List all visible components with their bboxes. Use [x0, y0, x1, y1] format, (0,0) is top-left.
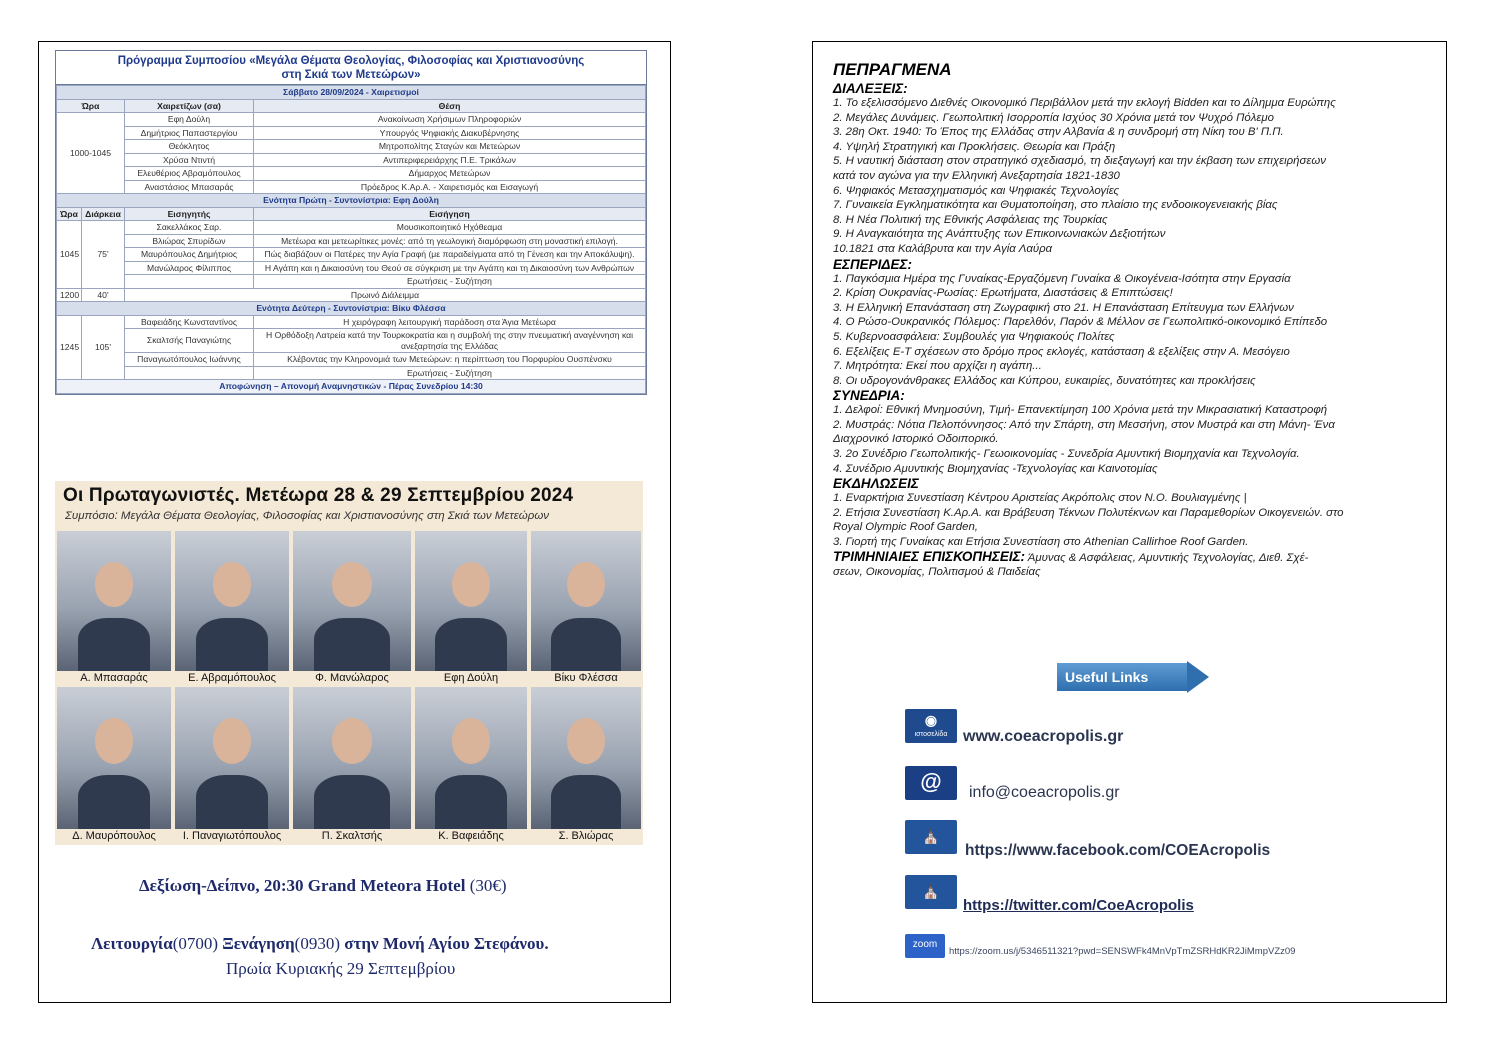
header-position: Θέση: [254, 99, 646, 113]
portrait-photo: [175, 531, 289, 671]
speaker: Μανώλαρος Φίλιππος: [125, 261, 254, 275]
portrait-caption: Δ. Μαυρόπουλος: [72, 830, 156, 842]
date-line: Σάββατο 28/09/2024 - Χαιρετισμοί: [57, 86, 646, 100]
list-item: 2. Μεγάλες Δυνάμεις. Γεωπολιτική Ισορροπία Ισχύος 30 Χρόνια μετά τον Ψυχρό Πόλεμο: [833, 111, 1274, 124]
list-item: 10.1821 στα Καλάβρυτα και την Αγία Λαύρα: [833, 242, 1053, 255]
portrait-photo: [57, 531, 171, 671]
list-item: 5. Η ναυτική διάσταση στον στρατηγικό σχεδιασμό, τη διεξαγωγή και την έκβαση των επιχειρήσεων: [833, 155, 1326, 168]
header-greeter: Χαιρετίζων (σα): [125, 99, 254, 113]
tour-time: (0930): [294, 934, 340, 953]
list-item: 6. Ψηφιακός Μετασχηματισμός και Ψηφιακές Τεχνολογίες: [833, 184, 1119, 197]
monastery-label: στην Μονή Αγίου Στεφάνου.: [344, 934, 549, 953]
twitter-icon: ⛪: [905, 875, 957, 909]
unit2-band: Ενότητα Δεύτερη - Συντονίστρια: Βίκυ Φλέσσα: [57, 302, 646, 316]
conferences-heading: ΣΥΝΕΔΡΙΑ:: [833, 388, 905, 404]
list-item: 6. Εξελίξεις Ε-Τ σχέσεων στο δρόμο προς εκλογές, κατάσταση & εξελίξεις στην Α. Μεσόγειο: [833, 345, 1290, 358]
program-title-line2: στη Σκιά των Μετεώρων»: [281, 69, 421, 81]
header-duration: Διάρκεια: [82, 207, 125, 221]
tour-label: Ξενάγηση: [222, 934, 295, 953]
list-item: 3. 2ο Συνέδριο Γεωπολιτικής- Γεωοικονομίας - Συνεδρία Αμυντική Βιομηχανία και Τεχνολογία.: [833, 448, 1300, 461]
list-item: 2. Μυστράς: Νότια Πελοπόννησος: Από την Σπάρτη, στη Μεσσήνη, στον Μυστρά και στη Μάνη- Ένα: [833, 418, 1335, 431]
unit2-duration: 105': [82, 315, 125, 380]
unit2-time: 1245: [57, 315, 82, 380]
list-item: 7. Μητρότητα: Εκεί που αρχίζει η αγάπη...: [833, 360, 1042, 373]
quarterly-line: [833, 550, 1423, 566]
speaker: Βλιώρας Σπυρίδων: [125, 234, 254, 248]
talk: Η Αγάπη και η Δικαιοσύνη του Θεού σε σύγκριση με την Αγάπη και τη Δικαιοσύνη των Ανθρώπων: [254, 261, 646, 275]
talk: Η χειρόγραφη λειτουργική παράδοση στα Άγια Μετέωρα: [254, 315, 646, 329]
list-item: 2. Κρίση Ουκρανίας-Ρωσίας: Ερωτήματα, Διαστάσεις & Επιπτώσεις!: [833, 287, 1173, 300]
facebook-url[interactable]: https://www.facebook.com/COEAcropolis: [965, 842, 1271, 859]
list-item: 2. Ετήσια Συνεστίαση Κ.Αρ.Α. και Βράβευση Τέκνων Πολυτέκνων και Παραμεθορίων Οικογενειών. στο: [833, 506, 1344, 519]
useful-links-label: Useful Links: [1057, 663, 1187, 691]
table-row: [57, 248, 646, 262]
website-icon-label: ιστοσελίδα: [914, 731, 948, 738]
table-row: [57, 353, 646, 367]
list-item: 9. Η Αναγκαιότητα της Ανάπτυξης των Επικοινωνιακών Δεξιοτήτων: [833, 228, 1166, 241]
talk: Μετέωρα και μετεωρίτικες μονές: από τη γεωλογική διαμόρφωση στη μοναστική επιλογή.: [254, 234, 646, 248]
useful-links-button[interactable]: [1057, 661, 1209, 693]
portrait-caption: Κ. Βαφειάδης: [438, 830, 504, 842]
portrait-photo: [293, 687, 411, 829]
list-item: 8. Η Νέα Πολιτική της Εθνικής Ασφάλειας της Τουρκίας: [833, 213, 1108, 226]
list-item: 8. Οι υδρογονάνθρακες Ελλάδος και Κύπρου, ευκαιρίες, δυνατότητες και προκλήσεις: [833, 374, 1256, 387]
quarterly-heading: ΤΡΙΜΗΝΙΑΙΕΣ ΕΠΙΣΚΟΠΗΣΕΙΣ:: [833, 548, 1026, 564]
list-item: 5. Κυβερνοασφάλεια: Συμβουλές για Ψηφιακούς Πολίτες: [833, 330, 1115, 343]
greeter-role: Υπουργός Ψηφιακής Διακυβέρνησης: [254, 126, 646, 140]
list-item: 1. Δελφοί: Εθνική Μνημοσύνη, Τιμή- Επανεκτίμηση 100 Χρόνια μετά την Μικρασιατική Καταστροφή: [833, 404, 1328, 417]
speaker: Σακελλάκος Σαρ.: [125, 221, 254, 235]
questions-row: Ερωτήσεις - Συζήτηση: [254, 275, 646, 289]
portrait-caption: Εφη Δούλη: [443, 672, 499, 684]
header-talk: Εισήγηση: [254, 207, 646, 221]
greeter-name: Αναστάσιος Μπασαράς: [125, 180, 254, 194]
pepragmena-title: ΠΕΠΡΑΓΜΕΝΑ: [833, 60, 952, 79]
dinner-text: Δεξίωση-Δείπνο, 20:30 Grand Meteora Hotel: [139, 876, 466, 895]
portrait-caption: Α. Μπασαράς: [80, 672, 148, 684]
unit1-band: Ενότητα Πρώτη - Συντονίστρια: Εφη Δούλη: [57, 194, 646, 208]
talk: Κλέβοντας την Κληρονομιά των Μετεώρων: η περίπτωση του Πορφυρίου Ουσπένσκυ: [254, 353, 646, 367]
list-item: 1. Παγκόσμια Ημέρα της Γυναίκας-Εργαζόμενη Γυναίκα & Οικογένεια-Ισότητα στην Εργασία: [833, 272, 1291, 285]
list-item: 1. Εναρκτήρια Συνεστίαση Κέντρου Αριστείας Ακρόπολις στον Ν.Ο. Βουλιαγμένης |: [833, 492, 1247, 505]
program-title-line1: Πρόγραμμα Συμποσίου «Μεγάλα Θέματα Θεολογίας, Φιλοσοφίας και Χριστιανοσύνης: [117, 55, 585, 67]
portrait-photo: [415, 687, 527, 829]
quarterly-text-cont: σεων, Οικονομίας, Πολιτισμού & Παιδείας: [833, 566, 1041, 579]
quarterly-text: Άμυνας & Ασφάλειας, Αμυντικής Τεχνολογίας, Διεθ. Σχέ-: [1027, 551, 1309, 564]
speaker: Βαφειάδης Κωνσταντίνος: [125, 315, 254, 329]
list-item: 3. 28η Οκτ. 1940: Το Έπος της Ελλάδας στην Αλβανία & η συνδρομή στη Νίκη του Β' Π.Π.: [833, 126, 1284, 139]
table-row: [57, 153, 646, 167]
greeter-name: Εφη Δούλη: [125, 113, 254, 127]
sunday-line: Πρωία Κυριακής 29 Σεπτεμβρίου: [226, 959, 456, 978]
greeter-role: Μητροπολίτης Σταγών και Μετεώρων: [254, 140, 646, 154]
table-row: [57, 167, 646, 181]
portrait-photo: [293, 531, 411, 671]
speaker: Σκαλτσής Παναγιώτης: [125, 329, 254, 353]
greet-time: 1000-1045: [57, 113, 125, 194]
list-item: 4. Ο Ρώσο-Ουκρανικός Πόλεμος: Παρελθόν, Παρόν & Μέλλον σε Γεωπολιτικό-οικονομικό Επίπεδο: [833, 316, 1328, 329]
left-page: [38, 41, 671, 1003]
portrait-caption: Π. Σκαλτσής: [321, 830, 383, 842]
schedule-table: [56, 85, 646, 394]
table-row: [57, 275, 646, 289]
greeter-name: Δημήτριος Παπαστεργίου: [125, 126, 254, 140]
email-link[interactable]: [905, 766, 1205, 806]
dinner-line: [139, 876, 507, 896]
header-time: Ώρα: [57, 207, 82, 221]
header-time: Ώρα: [57, 99, 125, 113]
talk: Μουσικοποιητικό Ηχόθεαμα: [254, 221, 646, 235]
protagonists-collage: [55, 481, 643, 845]
website-url[interactable]: www.coeacropolis.gr: [963, 728, 1124, 745]
collage-subtitle: Συμπόσιο: Μεγάλα Θέματα Θεολογίας, Φιλοσοφίας και Χριστιανοσύνης στη Σκιά των Μετεώρων: [65, 510, 550, 522]
table-row: [57, 140, 646, 154]
talk: Η Ορθόδοξη Λατρεία κατά την Τουρκοκρατία και η συμβολή της στην πνευματική αναγέννηση και ανεξαρτησία της Ελλάδας: [254, 329, 646, 353]
portrait-photo: [175, 687, 289, 829]
list-item: 7. Γυναικεία Εγκληματικότητα και Θυματοποίηση, στο πλαίσιο της ενδοοικογενειακής βίας: [833, 199, 1278, 212]
portrait-photo: [531, 531, 641, 671]
twitter-link[interactable]: [905, 875, 1245, 915]
list-item: 4. Συνέδριο Αμυντικής Βιομηχανίας -Τεχνολογίας και Καινοτομίας: [833, 462, 1158, 475]
at-sign-icon: @: [905, 766, 957, 800]
talk: Πώς διαβάζουν οι Πατέρες την Αγία Γραφή (με παραδείγματα από τη Γένεση και την Αποκάλυψη).: [254, 248, 646, 262]
liturgy-label: Λειτουργία: [91, 934, 173, 953]
zoom-url[interactable]: https://zoom.us/j/5346511321?pwd=SENSWFk4MnVpTmZSRHdKR2JiMmpVZz09: [949, 946, 1296, 957]
table-row: [57, 315, 646, 329]
greeter-role: Ανακοίνωση Χρήσιμων Πληροφοριών: [254, 113, 646, 127]
speaker: Παναγιωτόπουλος Ιωάννης: [125, 353, 254, 367]
email-address[interactable]: info@coeacropolis.gr: [969, 784, 1120, 801]
facebook-link[interactable]: [905, 820, 1345, 860]
right-page: [812, 41, 1447, 1003]
arrow-right-icon: [1187, 661, 1209, 693]
table-row: [57, 113, 646, 127]
portrait-photo: [57, 687, 171, 829]
list-item: κατά τον αγώνα για την Ελληνική Ανεξαρτησία 1821-1830: [833, 169, 1120, 182]
table-row: [57, 329, 646, 353]
table-row: [57, 126, 646, 140]
website-link[interactable]: [905, 709, 1205, 749]
table-row: [57, 234, 646, 248]
twitter-url[interactable]: https://twitter.com/CoeAcropolis: [963, 897, 1194, 914]
portrait-photo: [531, 687, 641, 829]
table-row: [57, 366, 646, 380]
list-item: Royal Olympic Roof Garden,: [833, 521, 978, 534]
list-item: 1. Το εξελισσόμενο Διεθνές Οικονομικό Περιβάλλον μετά την εκλογή Bidden και το Δίλημμα Ευρώπης: [833, 97, 1336, 109]
table-row: [57, 180, 646, 194]
facebook-icon: ⛪: [905, 820, 957, 854]
break-duration: 40': [82, 288, 125, 302]
table-row: [57, 288, 646, 302]
portrait-caption: Ε. Αβραμόπουλος: [188, 672, 276, 684]
closing-line: Αποφώνηση – Απονομή Αναμνηστικών - Πέρας Συνεδρίου 14:30: [57, 380, 646, 394]
portrait-caption: Ι. Παναγιωτόπουλος: [182, 830, 282, 842]
unit1-time: 1045: [57, 221, 82, 289]
list-item: 3. Γιορτή της Γυναίκας και Ετήσια Συνεστίαση στο Athenian Callirhoe Roof Garden.: [833, 536, 1249, 549]
portrait-photo: [415, 531, 527, 671]
globe-icon: ◉ ιστοσελίδα: [905, 709, 957, 743]
break-time: 1200: [57, 288, 82, 302]
lectures-heading: ΔΙΑΛΕΞΕΙΣ:: [833, 81, 908, 96]
greeter-name: Θεόκλητος: [125, 140, 254, 154]
greeter-name: Ελευθέριος Αβραμόπουλος: [125, 167, 254, 181]
list-item: 4. Υψηλή Στρατηγική και Προκλήσεις. Θεωρία και Πράξη: [833, 140, 1116, 153]
table-row: [57, 261, 646, 275]
unit1-duration: 75': [82, 221, 125, 289]
zoom-icon-label: zoom: [912, 939, 938, 950]
greeter-name: Χρύσα Ντιντή: [125, 153, 254, 167]
collage-title: Οι Πρωταγωνιστές. Μετέωρα 28 & 29 Σεπτεμβρίου 2024: [63, 485, 574, 506]
zoom-link[interactable]: [905, 934, 1365, 962]
greeter-role: Δήμαρχος Μετεώρων: [254, 167, 646, 181]
table-row: [57, 221, 646, 235]
happenings-heading: ΕΚΔΗΛΩΣΕΙΣ: [833, 476, 919, 492]
header-speaker: Εισηγητής: [125, 207, 254, 221]
list-item: Διαχρονικό Ιστορικό Οδοιπορικό.: [833, 433, 999, 446]
program-title: [56, 51, 646, 85]
portrait-caption: Φ. Μανώλαρος: [315, 672, 389, 684]
program-table: [55, 50, 647, 395]
portrait-caption: Σ. Βλιώρας: [558, 830, 614, 842]
dinner-price: (30€): [469, 876, 507, 895]
questions-row: Ερωτήσεις - Συζήτηση: [254, 366, 646, 380]
portrait-caption: Βίκυ Φλέσσα: [554, 672, 618, 684]
pepragmena-section: [833, 60, 1423, 580]
greeter-role: Αντιπεριφερειάρχης Π.Ε. Τρικάλων: [254, 153, 646, 167]
zoom-icon: [905, 934, 945, 958]
evenings-heading: ΕΣΠΕΡΙΔΕΣ:: [833, 256, 912, 272]
greeter-role: Πρόεδρος Κ.Αρ.Α. - Χαιρετισμός και Εισαγωγή: [254, 180, 646, 194]
list-item: 3. Η Ελληνική Επανάσταση στη Ζωγραφική στο 21. Η Επανάσταση Επίτευγμα των Ελλήνων: [833, 301, 1294, 314]
liturgy-time: (0700): [172, 934, 219, 953]
liturgy-line: [91, 934, 549, 954]
break-label: Πρωινό Διάλειμμα: [125, 288, 646, 302]
speaker: Μαυρόπουλος Δημήτριος: [125, 248, 254, 262]
